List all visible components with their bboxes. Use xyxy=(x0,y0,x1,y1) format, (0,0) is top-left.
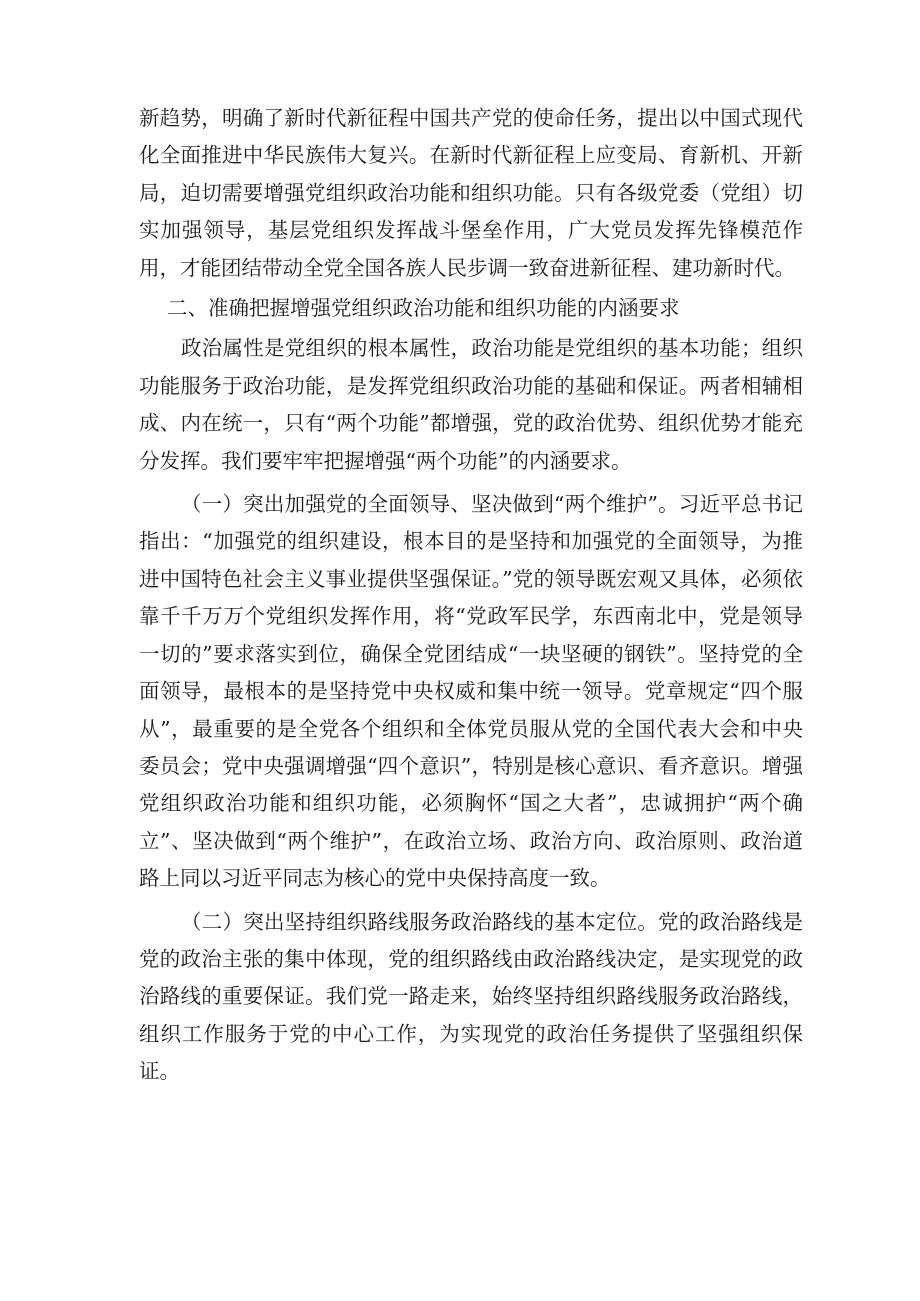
paragraph-continuation: 新趋势，明确了新时代新征程中国共产党的使命任务，提出以中国式现代化全面推进中华民族伟大复兴。在新时代新征程上应变局、育新机、开新局，迫切需要增强党组织政治功能和组织功能。只有各级党委（党组）切实加强领导，基层党组织发挥战斗堡垒作用，广大党员发挥先锋模范作用，才能团结带动全党全国各族人民步调一致奋进新征程、建功新时代。 xyxy=(139,106,803,280)
paragraph-body: （一）突出加强党的全面领导、坚决做到“两个维护”。习近平总书记指出：“加强党的组织建设，根本目的是坚持和加强党的全面领导，为推进中国特色社会主义事业提供坚强保证。”党的领导既宏观又具体，必须依靠千千万万个党组织发挥作用，将“党政军民学，东西南北中，党是领导一切的”要求落实到位，确保全党团结成“一块坚硬的钢铁”。坚持党的全面领导，最根本的是坚持党中央权威和集中统一领导。党章规定“四个服从”，最重要的是全党各个组织和全体党员服从党的全国代表大会和中央委员会；党中央强调增强“四个意识”，特别是核心意识、看齐意识。增强党组织政治功能和组织功能，必须胸怀“国之大者”，忠诚拥护“两个确立”、坚决做到“两个维护”，在政治立场、政治方向、政治原则、政治道路上同以习近平同志为核心的党中央保持高度一致。 xyxy=(139,492,803,891)
paragraph-body: 政治属性是党组织的根本属性，政治功能是党组织的基本功能；组织功能服务于政治功能，是发挥党组织政治功能的基础和保证。两者相辅相成、内在统一，只有“两个功能”都增强，党的政治优势、组织优势才能充分发挥。我们要牢牢把握增强“两个功能”的内涵要求。 xyxy=(139,336,803,473)
document-body xyxy=(139,100,803,1091)
paragraph-body: （二）突出坚持组织路线服务政治路线的基本定位。党的政治路线是党的政治主张的集中体现，党的组织路线由政治路线决定，是实现党的政治路线的重要保证。我们党一路走来，始终坚持组织路线服务政治路线，组织工作服务于党的中心工作，为实现党的政治任务提供了坚强组织保证。 xyxy=(139,909,803,1084)
section-heading: 二、准确把握增强党组织政治功能和组织功能的内涵要求 xyxy=(167,296,680,321)
